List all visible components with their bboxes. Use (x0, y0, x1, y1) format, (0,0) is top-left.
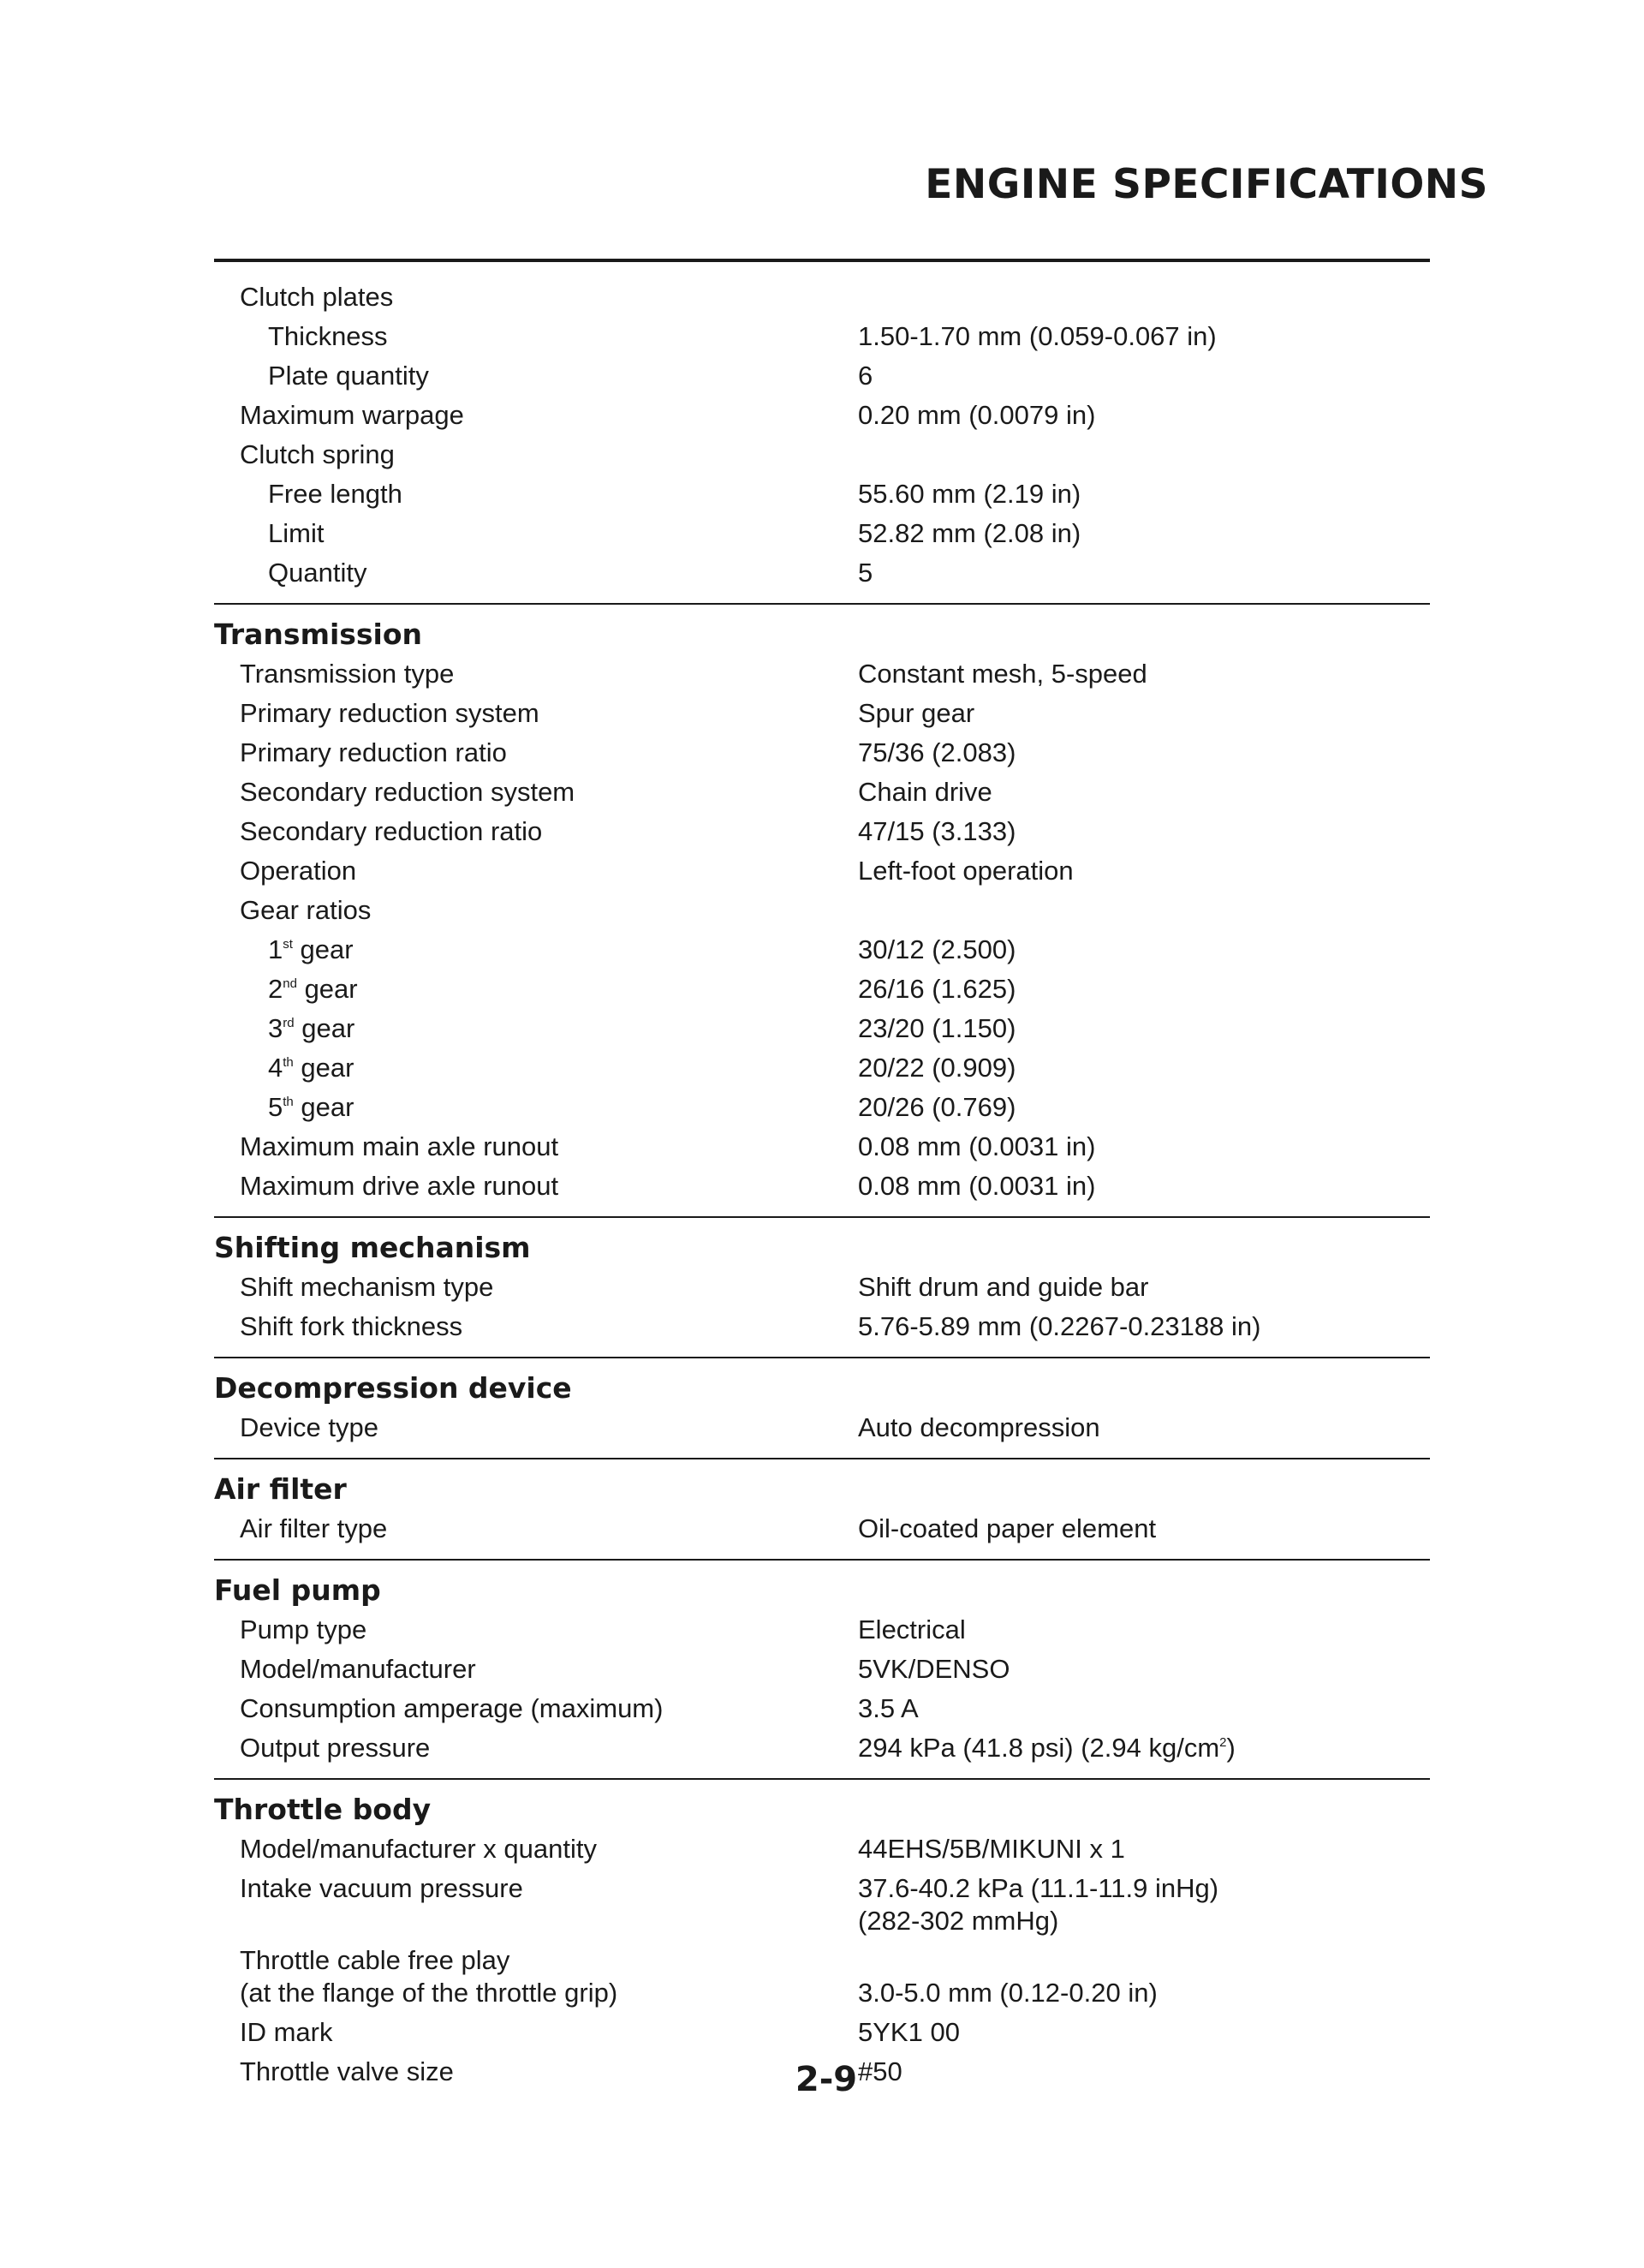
spec-value: Left-foot operation (858, 856, 1074, 886)
gear-row (214, 1048, 1430, 1088)
gear-number: 2 (268, 974, 283, 1004)
spec-row (214, 1941, 1430, 2013)
spec-row (214, 396, 1430, 435)
spec-row (214, 654, 1430, 694)
gear-number: 3 (268, 1013, 283, 1043)
spec-row (214, 356, 1430, 396)
spec-row (214, 435, 1430, 474)
spec-label: Gear ratios (240, 895, 372, 925)
spec-value: Constant mesh, 5-speed (858, 659, 1147, 689)
spec-value: 23/20 (1.150) (858, 1013, 1016, 1043)
spec-value: Chain drive (858, 777, 992, 807)
spec-label: Output pressure (240, 1733, 431, 1763)
spec-value: 75/36 (2.083) (858, 737, 1016, 767)
gear-label (214, 930, 858, 970)
spec-label: Maximum drive axle runout (240, 1171, 559, 1201)
page-number: 2-9 (795, 2060, 858, 2099)
spec-row (214, 2013, 1430, 2052)
gear-word: gear (300, 934, 354, 964)
spec-row (214, 317, 1430, 356)
spec-value: Shift drum and guide bar (858, 1272, 1149, 1302)
gear-row (214, 930, 1430, 970)
spec-label: Primary reduction system (240, 698, 539, 728)
gear-word: gear (301, 1053, 354, 1083)
spec-row (214, 733, 1430, 773)
gear-ordinal: th (283, 1055, 294, 1070)
spec-label (214, 1944, 858, 2009)
spec-label: Maximum main axle runout (240, 1131, 559, 1161)
spec-row (214, 1689, 1430, 1728)
spec-value: 5YK1 00 (858, 2017, 960, 2047)
gear-label (214, 1048, 858, 1088)
gear-word: gear (304, 974, 358, 1004)
spec-value: Oil-coated paper element (858, 1513, 1157, 1543)
section-heading: Air filter (214, 1472, 347, 1506)
spec-value (858, 1728, 1430, 1768)
spec-value (858, 435, 1430, 474)
spec-label: Operation (240, 856, 357, 886)
gear-row (214, 970, 1430, 1009)
gear-row (214, 1009, 1430, 1048)
spec-row (214, 1728, 1430, 1768)
spec-label: Consumption amperage (maximum) (240, 1693, 664, 1723)
gear-word: gear (301, 1013, 355, 1043)
spec-row (214, 851, 1430, 891)
spec-value (858, 891, 1430, 930)
spec-label: Device type (240, 1412, 378, 1442)
section-fuel-pump (214, 1561, 1430, 1780)
spec-value: 20/22 (0.909) (858, 1053, 1016, 1083)
gear-label (214, 1009, 858, 1048)
gear-ordinal: nd (283, 976, 297, 991)
spec-value: Electrical (858, 1614, 966, 1644)
spec-row (214, 1869, 1430, 1941)
spec-row (214, 1307, 1430, 1346)
spec-value (858, 1872, 1430, 1937)
spec-row (214, 812, 1430, 851)
label-line: Throttle cable free play (240, 1945, 510, 1975)
spec-value: 0.08 mm (0.0031 in) (858, 1131, 1096, 1161)
spec-table (214, 259, 1430, 2102)
spec-row (214, 1829, 1430, 1869)
spec-row (214, 1408, 1430, 1447)
spec-label: Secondary reduction ratio (240, 816, 543, 846)
spec-row (214, 278, 1430, 317)
section-throttle-body (214, 1780, 1430, 2102)
spec-label: Throttle valve size (240, 2056, 454, 2086)
label-line: (at the flange of the throttle grip) (240, 1978, 618, 2008)
section-heading: Decompression device (214, 1371, 572, 1405)
spec-value: #50 (858, 2056, 902, 2086)
spec-label: Quantity (268, 558, 367, 588)
page-title: ENGINE SPECIFICATIONS (925, 161, 1488, 208)
spec-value: 44EHS/5B/MIKUNI x 1 (858, 1834, 1125, 1864)
spec-value (858, 1944, 1430, 2009)
spec-value: 0.08 mm (0.0031 in) (858, 1171, 1096, 1201)
gear-number: 4 (268, 1053, 283, 1083)
spec-label: Transmission type (240, 659, 455, 689)
spec-label: Maximum warpage (240, 400, 464, 430)
spec-label: Clutch spring (240, 439, 395, 469)
section-heading: Fuel pump (214, 1573, 381, 1607)
spec-row (214, 891, 1430, 930)
spec-label: Model/manufacturer x quantity (240, 1834, 597, 1864)
spec-row (214, 1610, 1430, 1650)
gear-ordinal: th (283, 1095, 294, 1109)
spec-label: Primary reduction ratio (240, 737, 507, 767)
spec-value (858, 278, 1430, 317)
spec-value: Spur gear (858, 698, 975, 728)
spec-value: 5VK/DENSO (858, 1654, 1010, 1684)
spec-row (214, 773, 1430, 812)
spec-row (214, 1167, 1430, 1206)
value-line: 3.0-5.0 mm (0.12-0.20 in) (858, 1978, 1158, 2008)
value-line: 37.6-40.2 kPa (11.1-11.9 inHg) (858, 1873, 1219, 1903)
gear-number: 5 (268, 1092, 283, 1122)
spec-value: 5 (858, 558, 873, 588)
spec-value: 6 (858, 361, 873, 391)
section-decompression-device (214, 1358, 1430, 1459)
section-shifting-mechanism (214, 1218, 1430, 1358)
spec-label: Plate quantity (268, 361, 429, 391)
spec-value: 1.50-1.70 mm (0.059-0.067 in) (858, 321, 1217, 351)
spec-row (214, 1509, 1430, 1549)
gear-label (214, 1088, 858, 1127)
spec-label: Secondary reduction system (240, 777, 575, 807)
spec-row (214, 1268, 1430, 1307)
gear-label (214, 970, 858, 1009)
spec-label: Pump type (240, 1614, 367, 1644)
spec-value: 47/15 (3.133) (858, 816, 1016, 846)
spec-label: ID mark (240, 2017, 333, 2047)
spec-value: 30/12 (2.500) (858, 934, 1016, 964)
section-clutch (214, 262, 1430, 605)
spec-row (214, 1650, 1430, 1689)
spec-row (214, 694, 1430, 733)
spec-value: 5.76-5.89 mm (0.2267-0.23188 in) (858, 1311, 1261, 1341)
spec-label: Shift fork thickness (240, 1311, 463, 1341)
spec-label: Air filter type (240, 1513, 388, 1543)
spec-value: 52.82 mm (2.08 in) (858, 518, 1081, 548)
squared-superscript: 2 (1219, 1735, 1227, 1750)
spec-label: Shift mechanism type (240, 1272, 494, 1302)
spec-row (214, 1127, 1430, 1167)
output-pressure-text: 294 kPa (41.8 psi) (2.94 kg/cm (858, 1733, 1220, 1763)
spec-label: Intake vacuum pressure (240, 1873, 523, 1903)
spec-value: 3.5 A (858, 1693, 919, 1723)
section-heading: Transmission (214, 618, 423, 651)
spec-value: 20/26 (0.769) (858, 1092, 1016, 1122)
spec-value: 55.60 mm (2.19 in) (858, 479, 1081, 509)
output-pressure-close: ) (1226, 1733, 1236, 1763)
gear-word: gear (301, 1092, 354, 1122)
spec-label: Clutch plates (240, 282, 394, 312)
section-air-filter (214, 1459, 1430, 1561)
section-heading: Shifting mechanism (214, 1231, 531, 1264)
spec-label: Thickness (268, 321, 388, 351)
gear-ordinal: st (283, 937, 293, 952)
spec-value: 26/16 (1.625) (858, 974, 1016, 1004)
value-line: (282-302 mmHg) (858, 1906, 1059, 1936)
spec-row (214, 514, 1430, 553)
gear-number: 1 (268, 934, 283, 964)
gear-ordinal: rd (283, 1016, 295, 1030)
spec-label: Model/manufacturer (240, 1654, 476, 1684)
spec-label: Free length (268, 479, 402, 509)
section-transmission (214, 605, 1430, 1218)
spec-label: Limit (268, 518, 325, 548)
spec-row (214, 474, 1430, 514)
section-heading: Throttle body (214, 1793, 432, 1826)
spec-value: 0.20 mm (0.0079 in) (858, 400, 1096, 430)
spec-value: Auto decompression (858, 1412, 1100, 1442)
spec-row (214, 553, 1430, 593)
gear-row (214, 1088, 1430, 1127)
